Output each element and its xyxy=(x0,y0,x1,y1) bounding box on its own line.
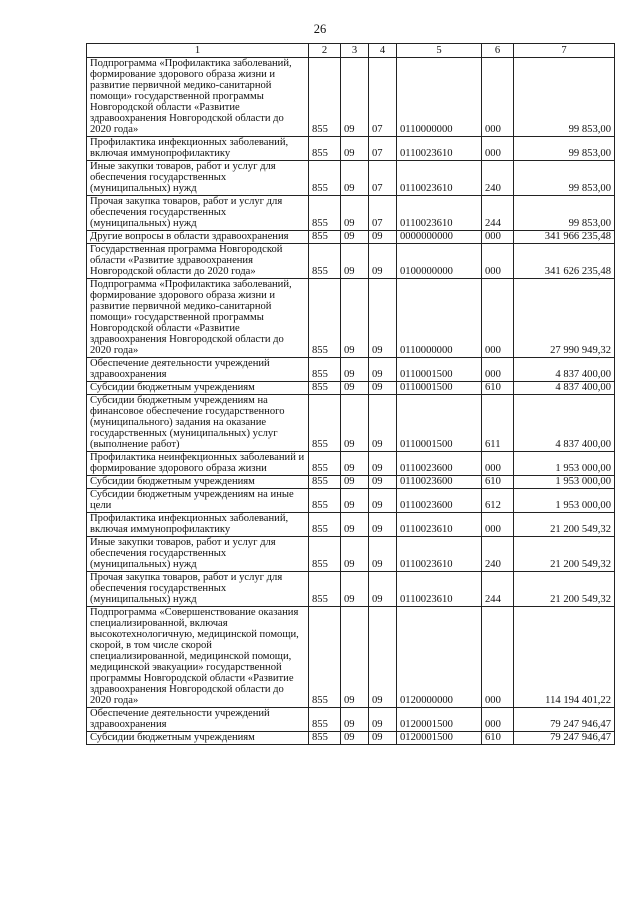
code-ministry: 855 xyxy=(309,382,341,395)
table-row xyxy=(87,452,615,476)
code-expense-type: 000 xyxy=(482,513,514,537)
code-expense-type: 240 xyxy=(482,161,514,196)
table-row xyxy=(87,476,615,489)
code-target-article: 0110023610 xyxy=(397,513,482,537)
code-section: 09 xyxy=(341,196,369,231)
code-expense-type: 000 xyxy=(482,279,514,358)
code-ministry: 855 xyxy=(309,452,341,476)
code-section: 09 xyxy=(341,161,369,196)
code-expense-type: 610 xyxy=(482,382,514,395)
table-row xyxy=(87,161,615,196)
code-subsection: 07 xyxy=(369,137,397,161)
code-section: 09 xyxy=(341,395,369,452)
column-header: 4 xyxy=(369,44,397,58)
code-subsection: 07 xyxy=(369,161,397,196)
code-target-article: 0110000000 xyxy=(397,58,482,137)
row-amount: 79 247 946,47 xyxy=(514,708,615,732)
row-name: Прочая закупка товаров, работ и услуг для обеспечения государственных (муниципальных) нужд xyxy=(87,572,309,607)
row-name: Профилактика инфекционных заболеваний, включая иммунопрофилактику xyxy=(87,137,309,161)
code-ministry: 855 xyxy=(309,537,341,572)
row-amount: 99 853,00 xyxy=(514,161,615,196)
code-expense-type: 000 xyxy=(482,708,514,732)
row-amount: 99 853,00 xyxy=(514,58,615,137)
code-section: 09 xyxy=(341,537,369,572)
table-row xyxy=(87,58,615,137)
column-header: 3 xyxy=(341,44,369,58)
code-expense-type: 000 xyxy=(482,231,514,244)
code-subsection: 09 xyxy=(369,513,397,537)
table-row xyxy=(87,137,615,161)
code-expense-type: 000 xyxy=(482,244,514,279)
column-header: 1 xyxy=(87,44,309,58)
row-amount: 341 966 235,48 xyxy=(514,231,615,244)
row-name: Обеспечение деятельности учреждений здравоохранения xyxy=(87,708,309,732)
code-target-article: 0110023600 xyxy=(397,452,482,476)
code-target-article: 0120000000 xyxy=(397,607,482,708)
code-section: 09 xyxy=(341,489,369,513)
table-row xyxy=(87,732,615,745)
code-ministry: 855 xyxy=(309,395,341,452)
code-expense-type: 611 xyxy=(482,395,514,452)
code-section: 09 xyxy=(341,708,369,732)
code-ministry: 855 xyxy=(309,513,341,537)
code-subsection: 07 xyxy=(369,58,397,137)
code-target-article: 0110001500 xyxy=(397,382,482,395)
code-ministry: 855 xyxy=(309,137,341,161)
code-section: 09 xyxy=(341,279,369,358)
code-ministry: 855 xyxy=(309,58,341,137)
code-target-article: 0110023610 xyxy=(397,196,482,231)
code-subsection: 09 xyxy=(369,395,397,452)
page-number: 26 xyxy=(313,22,327,36)
row-amount: 21 200 549,32 xyxy=(514,513,615,537)
code-ministry: 855 xyxy=(309,358,341,382)
row-amount: 341 626 235,48 xyxy=(514,244,615,279)
code-subsection: 09 xyxy=(369,732,397,745)
code-expense-type: 000 xyxy=(482,452,514,476)
row-amount: 99 853,00 xyxy=(514,137,615,161)
table-row xyxy=(87,708,615,732)
code-section: 09 xyxy=(341,58,369,137)
code-expense-type: 000 xyxy=(482,58,514,137)
code-target-article: 0120001500 xyxy=(397,732,482,745)
code-subsection: 09 xyxy=(369,279,397,358)
code-subsection: 09 xyxy=(369,476,397,489)
code-ministry: 855 xyxy=(309,732,341,745)
table-row xyxy=(87,231,615,244)
code-target-article: 0110001500 xyxy=(397,358,482,382)
table-row xyxy=(87,572,615,607)
table-row xyxy=(87,244,615,279)
row-name: Прочая закупка товаров, работ и услуг для обеспечения государственных (муниципальных) нужд xyxy=(87,196,309,231)
code-target-article: 0110000000 xyxy=(397,279,482,358)
code-ministry: 855 xyxy=(309,489,341,513)
code-ministry: 855 xyxy=(309,708,341,732)
row-name: Субсидии бюджетным учреждениям xyxy=(87,476,309,489)
row-amount: 4 837 400,00 xyxy=(514,382,615,395)
table-row xyxy=(87,196,615,231)
row-name: Подпрограмма «Профилактика заболеваний, формирование здорового образа жизни и развитие первичной медико-санитарной помощи» государственной программы Новгородской области «Развитие здравоохранения Новгородской области до 2020 года» xyxy=(87,279,309,358)
code-target-article: 0110023600 xyxy=(397,489,482,513)
code-target-article: 0110023600 xyxy=(397,476,482,489)
row-name: Иные закупки товаров, работ и услуг для обеспечения государственных (муниципальных) нужд xyxy=(87,161,309,196)
code-expense-type: 000 xyxy=(482,607,514,708)
table-row xyxy=(87,382,615,395)
code-section: 09 xyxy=(341,572,369,607)
code-target-article: 0120001500 xyxy=(397,708,482,732)
column-header: 7 xyxy=(514,44,615,58)
budget-table xyxy=(86,43,615,745)
table-row xyxy=(87,489,615,513)
row-name: Иные закупки товаров, работ и услуг для обеспечения государственных (муниципальных) нужд xyxy=(87,537,309,572)
column-header: 5 xyxy=(397,44,482,58)
code-subsection: 09 xyxy=(369,708,397,732)
row-name: Подпрограмма «Профилактика заболеваний, формирование здорового образа жизни и развитие первичной медико-санитарной помощи» государственной программы Новгородской области «Развитие здравоохранения Новгородской области до 2020 года» xyxy=(87,58,309,137)
code-subsection: 09 xyxy=(369,537,397,572)
code-subsection: 09 xyxy=(369,231,397,244)
code-section: 09 xyxy=(341,137,369,161)
row-name: Другие вопросы в области здравоохранения xyxy=(87,231,309,244)
row-amount: 99 853,00 xyxy=(514,196,615,231)
code-target-article: 0110023610 xyxy=(397,161,482,196)
column-header: 2 xyxy=(309,44,341,58)
row-amount: 1 953 000,00 xyxy=(514,476,615,489)
code-section: 09 xyxy=(341,513,369,537)
code-section: 09 xyxy=(341,244,369,279)
code-ministry: 855 xyxy=(309,161,341,196)
table-row xyxy=(87,395,615,452)
row-amount: 1 953 000,00 xyxy=(514,489,615,513)
code-expense-type: 244 xyxy=(482,196,514,231)
code-expense-type: 244 xyxy=(482,572,514,607)
table-header-row xyxy=(87,44,615,58)
row-name: Обеспечение деятельности учреждений здравоохранения xyxy=(87,358,309,382)
code-subsection: 09 xyxy=(369,452,397,476)
row-amount: 4 837 400,00 xyxy=(514,358,615,382)
code-target-article: 0110023610 xyxy=(397,137,482,161)
table-row xyxy=(87,537,615,572)
row-name: Подпрограмма «Совершенствование оказания специализированной, включая высокотехнологичную, медицинской помощи, скорой, в том числе скорой специализированной, медицинской помощи, медицинской эвакуации» государственной программы Новгородской области «Развитие здравоохранения Новгородской области до 2020 года» xyxy=(87,607,309,708)
row-amount: 4 837 400,00 xyxy=(514,395,615,452)
code-subsection: 09 xyxy=(369,489,397,513)
row-amount: 27 990 949,32 xyxy=(514,279,615,358)
row-amount: 1 953 000,00 xyxy=(514,452,615,476)
code-section: 09 xyxy=(341,607,369,708)
code-subsection: 09 xyxy=(369,358,397,382)
row-name: Субсидии бюджетным учреждениям xyxy=(87,382,309,395)
code-expense-type: 000 xyxy=(482,137,514,161)
row-name: Субсидии бюджетным учреждениям на иные цели xyxy=(87,489,309,513)
code-section: 09 xyxy=(341,382,369,395)
code-subsection: 09 xyxy=(369,572,397,607)
code-ministry: 855 xyxy=(309,231,341,244)
table-row xyxy=(87,358,615,382)
code-target-article: 0110001500 xyxy=(397,395,482,452)
row-amount: 21 200 549,32 xyxy=(514,572,615,607)
code-ministry: 855 xyxy=(309,279,341,358)
code-ministry: 855 xyxy=(309,196,341,231)
code-section: 09 xyxy=(341,452,369,476)
row-name: Субсидии бюджетным учреждениям xyxy=(87,732,309,745)
code-subsection: 09 xyxy=(369,382,397,395)
row-name: Профилактика неинфекционных заболеваний и формирование здорового образа жизни xyxy=(87,452,309,476)
code-expense-type: 610 xyxy=(482,476,514,489)
code-target-article: 0000000000 xyxy=(397,231,482,244)
row-name: Государственная программа Новгородской области «Развитие здравоохранения Новгородской области до 2020 года» xyxy=(87,244,309,279)
code-section: 09 xyxy=(341,732,369,745)
code-section: 09 xyxy=(341,358,369,382)
code-expense-type: 610 xyxy=(482,732,514,745)
code-expense-type: 612 xyxy=(482,489,514,513)
column-header: 6 xyxy=(482,44,514,58)
code-ministry: 855 xyxy=(309,244,341,279)
code-subsection: 09 xyxy=(369,607,397,708)
code-section: 09 xyxy=(341,476,369,489)
code-ministry: 855 xyxy=(309,572,341,607)
row-amount: 79 247 946,47 xyxy=(514,732,615,745)
code-target-article: 0110023610 xyxy=(397,537,482,572)
code-ministry: 855 xyxy=(309,607,341,708)
row-name: Профилактика инфекционных заболеваний, включая иммунопрофилактику xyxy=(87,513,309,537)
table-row xyxy=(87,513,615,537)
table-row xyxy=(87,607,615,708)
code-expense-type: 240 xyxy=(482,537,514,572)
code-target-article: 0100000000 xyxy=(397,244,482,279)
code-subsection: 09 xyxy=(369,244,397,279)
code-target-article: 0110023610 xyxy=(397,572,482,607)
row-name: Субсидии бюджетным учреждениям на финансовое обеспечение государственного (муниципального) задания на оказание государственных (муниципальных) услуг (выполнение работ) xyxy=(87,395,309,452)
code-expense-type: 000 xyxy=(482,358,514,382)
code-ministry: 855 xyxy=(309,476,341,489)
row-amount: 114 194 401,22 xyxy=(514,607,615,708)
row-amount: 21 200 549,32 xyxy=(514,537,615,572)
table-row xyxy=(87,279,615,358)
code-section: 09 xyxy=(341,231,369,244)
code-subsection: 07 xyxy=(369,196,397,231)
